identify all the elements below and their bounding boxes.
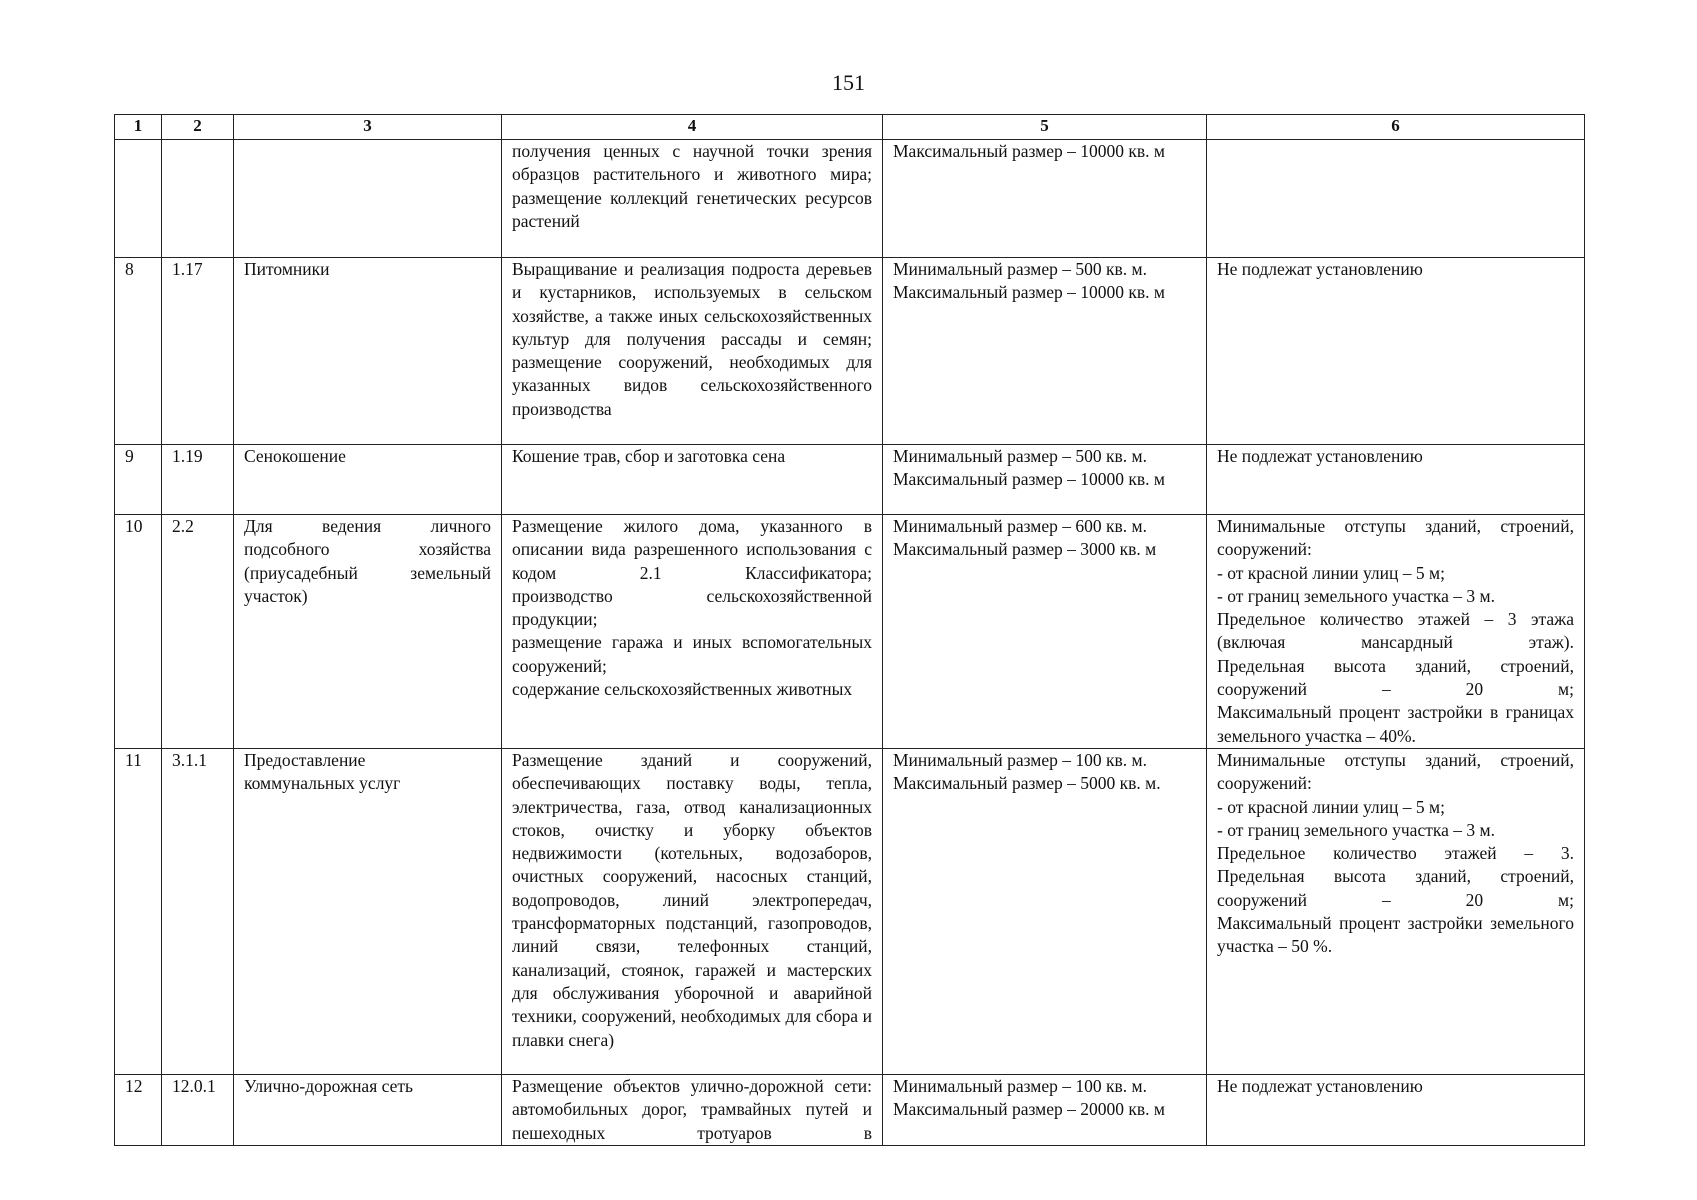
- row-size: [883, 140, 1207, 258]
- row-code: 12.0.1: [162, 1074, 234, 1145]
- row-description: [502, 748, 883, 1074]
- page-number: 151: [832, 70, 865, 95]
- name-text: Для ведения личного подсобного хозяйства (приусадебный земельный участок): [244, 516, 491, 606]
- row-description: [502, 1074, 883, 1145]
- row-name: Питомники: [234, 258, 502, 445]
- size-line: Минимальный размер – 100 кв. м.: [893, 749, 1147, 770]
- description-paragraph: Размещение объектов улично-дорожной сети: автомобильных дорог, трамвайных путей и пешеходных тротуаров в: [512, 1075, 872, 1143]
- table-row: [115, 258, 1585, 445]
- row-name: [234, 748, 502, 1074]
- params-line: Не подлежат установлению: [1217, 259, 1423, 279]
- row-number: 11: [115, 748, 162, 1074]
- name-text: Предоставление коммунальных услуг: [244, 749, 401, 794]
- row-name: Улично-дорожная сеть: [234, 1074, 502, 1145]
- size-line: Минимальный размер – 500 кв. м.: [893, 446, 1147, 466]
- row-size: [883, 1074, 1207, 1145]
- row-name: [234, 140, 502, 258]
- row-code: 2.2: [162, 515, 234, 749]
- description-paragraph: Размещение жилого дома, указанного в описании вида разрешенного использования с кодом 2.1 Классификатора;: [512, 516, 872, 583]
- row-number: 8: [115, 258, 162, 445]
- row-number: [115, 140, 162, 258]
- params-line: Не подлежат установлению: [1217, 446, 1423, 466]
- size-line: Максимальный размер – 10000 кв. м: [893, 282, 1165, 303]
- row-description: [502, 258, 883, 445]
- row-code: 1.17: [162, 258, 234, 445]
- row-description: [502, 140, 883, 258]
- table-row: [115, 1074, 1585, 1145]
- header-row: [115, 115, 1585, 140]
- params-line: - от границ земельного участка – 3 м.: [1217, 819, 1495, 840]
- params-line: Предельная высота зданий, строений, сооружений – 20 м;: [1217, 866, 1574, 910]
- row-params: [1207, 515, 1585, 749]
- table-row: [115, 748, 1585, 1074]
- row-name: [234, 515, 502, 749]
- params-line: - от красной линии улиц – 5 м;: [1217, 796, 1445, 817]
- row-params: [1207, 140, 1585, 258]
- params-line: Минимальные отступы зданий, строений, сооружений:: [1217, 749, 1574, 794]
- column-header: 4: [502, 115, 883, 140]
- column-header: 3: [234, 115, 502, 140]
- row-description: [502, 515, 883, 749]
- column-header: 6: [1207, 115, 1585, 140]
- land-use-table: [114, 114, 1585, 1146]
- params-line: Не подлежат установлению: [1217, 1075, 1423, 1096]
- params-line: Минимальные отступы зданий, строений, сооружений:: [1217, 516, 1574, 560]
- column-header: 1: [115, 115, 162, 140]
- description-paragraph: содержание сельскохозяйственных животных: [512, 679, 853, 700]
- row-params: [1207, 748, 1585, 1074]
- size-line: Минимальный размер – 600 кв. м.: [893, 516, 1147, 536]
- params-line: - от красной линии улиц – 5 м;: [1217, 562, 1445, 583]
- table-row: [115, 140, 1585, 258]
- row-code: 1.19: [162, 445, 234, 515]
- row-number: 12: [115, 1074, 162, 1145]
- size-line: Максимальный размер – 3000 кв. м: [893, 539, 1157, 560]
- size-line: Максимальный размер – 5000 кв. м.: [893, 773, 1161, 794]
- row-code: 3.1.1: [162, 748, 234, 1074]
- row-description: [502, 445, 883, 515]
- row-size: [883, 748, 1207, 1074]
- params-line: Максимальный процент застройки земельного участка – 50 %.: [1217, 913, 1574, 957]
- row-name: Сенокошение: [234, 445, 502, 515]
- size-line: Минимальный размер – 100 кв. м.: [893, 1075, 1147, 1096]
- row-code: [162, 140, 234, 258]
- size-line: Максимальный размер – 10000 кв. м: [893, 141, 1165, 161]
- table-row: [115, 515, 1585, 749]
- row-params: [1207, 1074, 1585, 1145]
- params-line: Предельная высота зданий, строений, сооружений – 20 м;: [1217, 655, 1574, 700]
- description-paragraph: размещение гаража и иных вспомогательных сооружений;: [512, 632, 872, 676]
- column-header: 5: [883, 115, 1207, 140]
- description-paragraph: Выращивание и реализация подроста деревьев и кустарников, используемых в сельском хозяйстве, а также иных сельскохозяйственных культур для получения рассады и семян;: [512, 259, 872, 349]
- description-paragraph: производство сельскохозяйственной продукции;: [512, 585, 872, 630]
- row-params: [1207, 258, 1585, 445]
- params-line: - от границ земельного участка – 3 м.: [1217, 585, 1495, 606]
- params-line: Предельное количество этажей – 3 этажа (включая мансардный этаж).: [1217, 609, 1574, 653]
- description-paragraph: размещение коллекций генетических ресурсов растений: [512, 187, 872, 231]
- row-number: 10: [115, 515, 162, 749]
- description-paragraph: получения ценных с научной точки зрения образцов растительного и животного мира;: [512, 141, 872, 185]
- description-paragraph: Размещение зданий и сооружений, обеспечивающих поставку воды, тепла, электричества, газа, отвод канализационных стоков, очистку и уборку объектов недвижимости (котельных, водозаборов, очистных сооружений, насосных станций, водопроводов, линий электропередач, трансформаторных подстанций, газопроводов, линий связи, телефонных станций, канализаций, стоянок, гаражей и мастерских для обслуживания уборочной и аварийной техники, сооружений, необходимых для сбора и плавки снега): [512, 749, 872, 1050]
- description-paragraph: Кошение трав, сбор и заготовка сена: [512, 446, 786, 466]
- params-line: Предельное количество этажей – 3.: [1217, 843, 1574, 864]
- params-line: Максимальный процент застройки в границах земельного участка – 40%.: [1217, 702, 1574, 746]
- size-line: Максимальный размер – 20000 кв. м: [893, 1099, 1165, 1120]
- row-size: [883, 515, 1207, 749]
- row-size: [883, 258, 1207, 445]
- description-paragraph: размещение сооружений, необходимых для указанных видов сельскохозяйственного производства: [512, 352, 872, 419]
- row-params: [1207, 445, 1585, 515]
- table-row: [115, 445, 1585, 515]
- column-header: 2: [162, 115, 234, 140]
- size-line: Минимальный размер – 500 кв. м.: [893, 259, 1147, 279]
- row-number: 9: [115, 445, 162, 515]
- row-size: [883, 445, 1207, 515]
- size-line: Максимальный размер – 10000 кв. м: [893, 469, 1165, 490]
